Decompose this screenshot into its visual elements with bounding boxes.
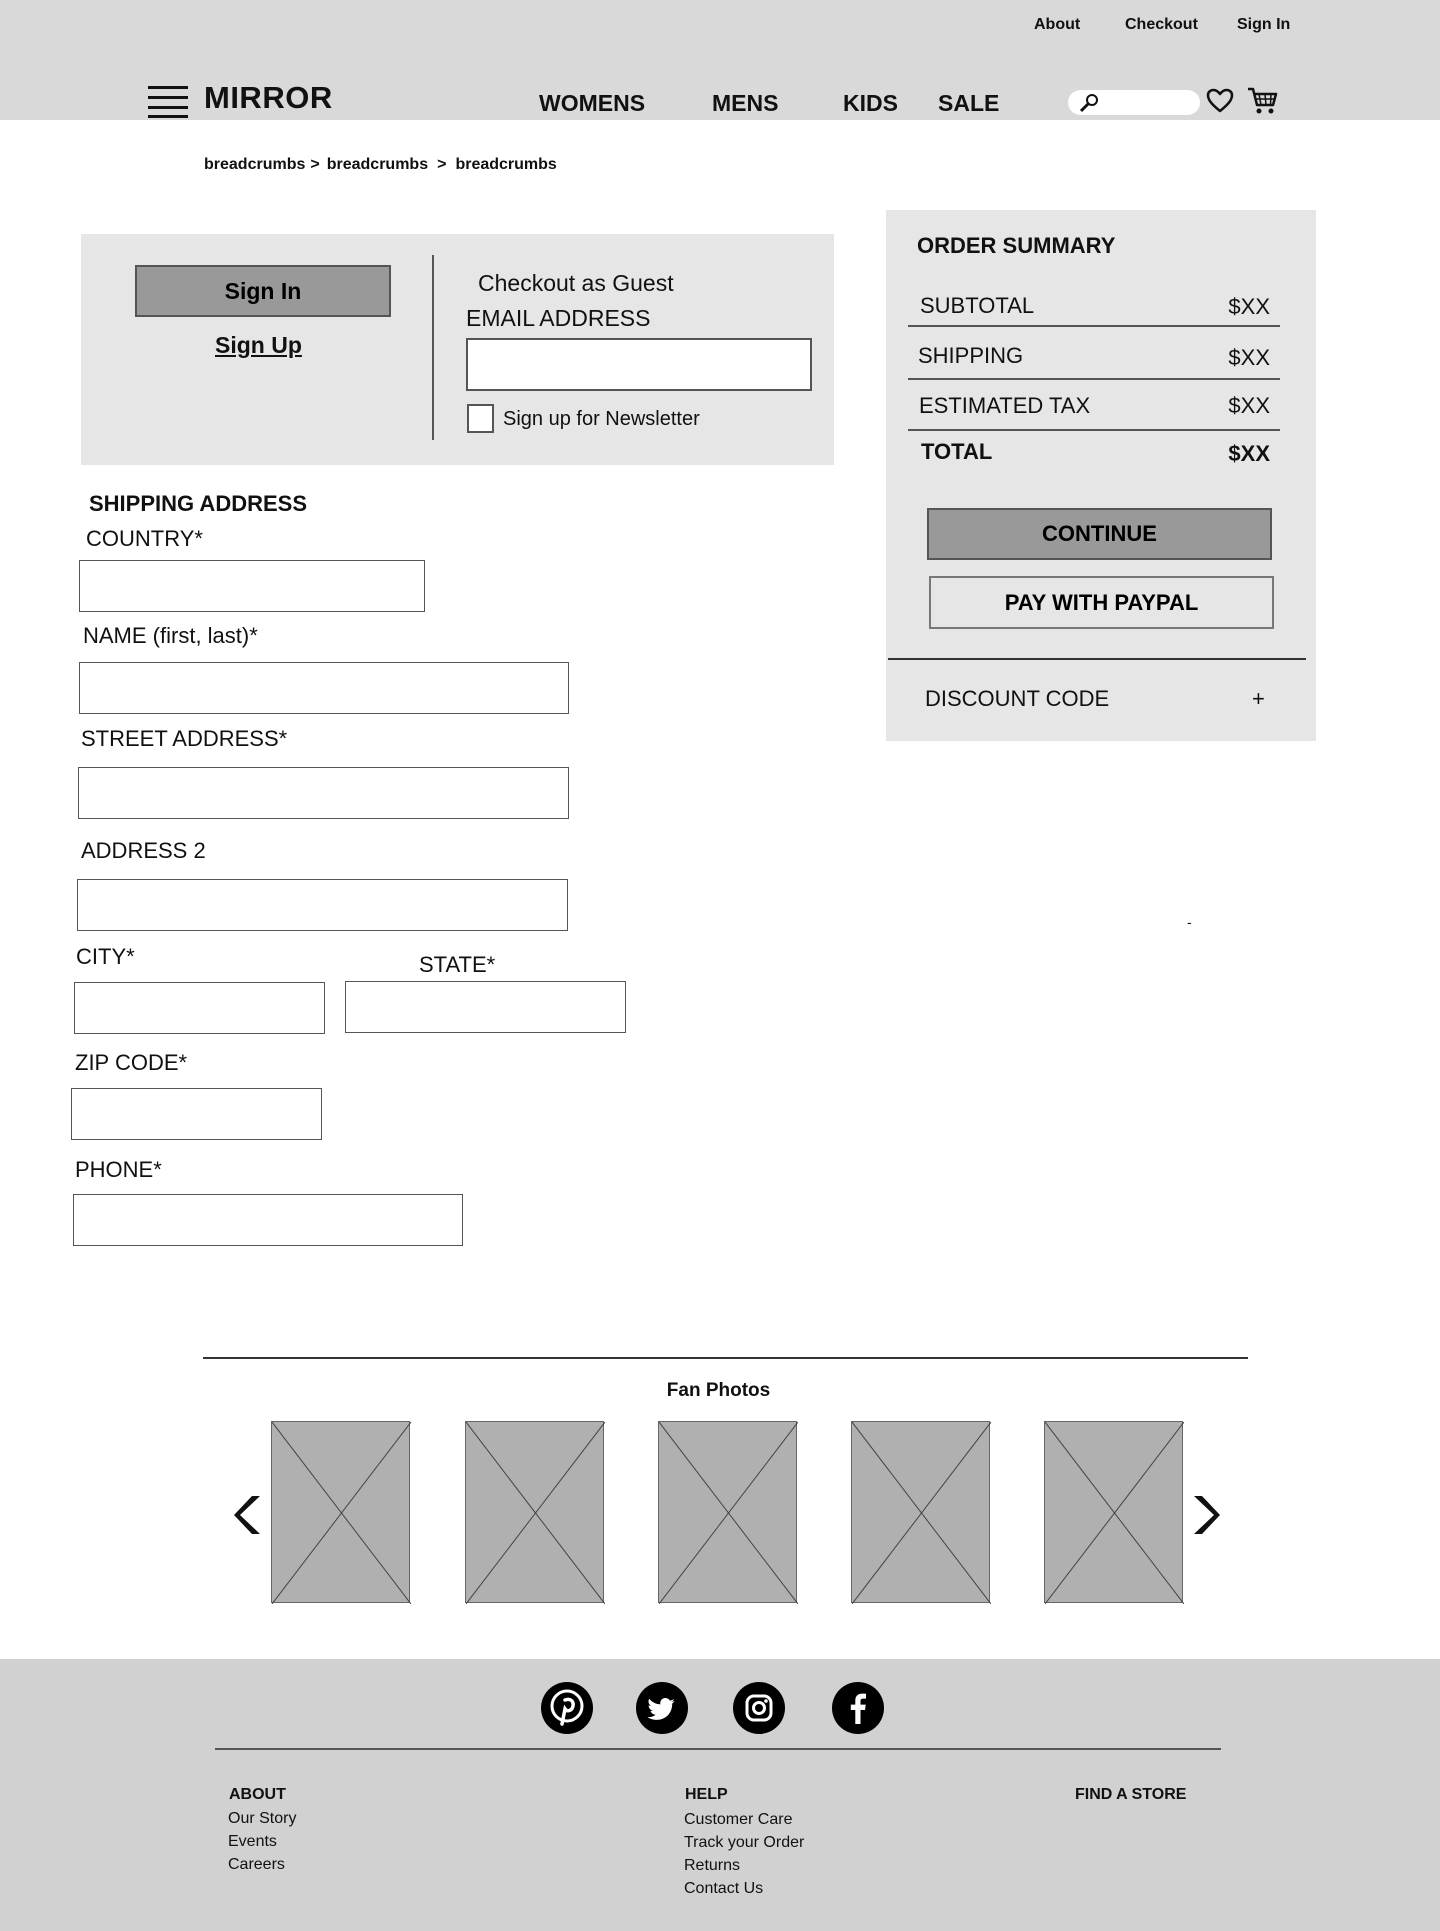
fan-photo-placeholder[interactable]: [851, 1421, 990, 1603]
breadcrumb-separator: >: [437, 156, 447, 173]
street-address-label: STREET ADDRESS*: [81, 726, 288, 751]
total-label: TOTAL: [921, 439, 993, 464]
top-link-about[interactable]: About: [1034, 16, 1081, 33]
fan-photo-placeholder[interactable]: [1044, 1421, 1183, 1603]
phone-label: PHONE*: [75, 1157, 162, 1182]
stray-mark: -: [1187, 914, 1192, 930]
footer-link-track-order[interactable]: Track your Order: [684, 1834, 805, 1851]
image-placeholder-icon: [659, 1422, 798, 1604]
newsletter-checkbox[interactable]: [467, 404, 494, 433]
breadcrumb-item[interactable]: breadcrumbs: [204, 156, 306, 173]
site-logo[interactable]: MIRROR: [204, 80, 333, 115]
name-field[interactable]: [79, 662, 569, 714]
email-field[interactable]: [466, 338, 812, 391]
hamburger-menu-icon[interactable]: [148, 86, 188, 118]
summary-divider: [908, 378, 1280, 380]
twitter-icon[interactable]: [636, 1682, 688, 1734]
city-label: CITY*: [76, 944, 135, 969]
footer-divider: [215, 1748, 1221, 1750]
shipping-cost-label: SHIPPING: [918, 343, 1024, 368]
instagram-icon[interactable]: [733, 1682, 785, 1734]
total-value: $XX: [1228, 441, 1270, 466]
estimated-tax-label: ESTIMATED TAX: [919, 393, 1091, 418]
shipping-address-title: SHIPPING ADDRESS: [89, 491, 308, 516]
image-placeholder-icon: [1045, 1422, 1184, 1604]
fan-photos-title-text: Fan Photos: [666, 1380, 771, 1401]
sign-up-link[interactable]: Sign Up: [215, 332, 302, 358]
cart-icon[interactable]: [1246, 86, 1278, 116]
zip-code-label: ZIP CODE*: [75, 1050, 188, 1075]
facebook-icon[interactable]: [832, 1682, 884, 1734]
discount-code-toggle[interactable]: DISCOUNT CODE: [925, 686, 1110, 711]
estimated-tax-value: $XX: [1228, 393, 1270, 418]
pinterest-icon[interactable]: [541, 1682, 593, 1734]
footer-link-returns[interactable]: Returns: [684, 1857, 741, 1874]
breadcrumb: [204, 156, 557, 174]
continue-button[interactable]: CONTINUE: [927, 508, 1272, 560]
search-icon: [1078, 93, 1100, 113]
footer-link-our-story[interactable]: Our Story: [228, 1810, 297, 1827]
search-input[interactable]: [1068, 90, 1200, 115]
footer-link-contact-us[interactable]: Contact Us: [684, 1880, 764, 1897]
nav-mens[interactable]: MENS: [712, 90, 779, 116]
subtotal-label: SUBTOTAL: [920, 293, 1035, 318]
footer-link-events[interactable]: Events: [228, 1833, 277, 1850]
chevron-left-icon[interactable]: [232, 1492, 264, 1538]
image-placeholder-icon: [466, 1422, 605, 1604]
plus-icon[interactable]: +: [1252, 686, 1265, 711]
top-link-checkout[interactable]: Checkout: [1125, 16, 1198, 33]
footer-help-title: HELP: [685, 1786, 728, 1803]
street-address-field[interactable]: [78, 767, 569, 819]
order-summary-panel: [886, 210, 1316, 741]
discount-divider: [888, 658, 1306, 660]
summary-divider: [908, 429, 1280, 431]
order-summary-title: ORDER SUMMARY: [917, 233, 1116, 258]
fan-photos-divider: [203, 1357, 1248, 1359]
subtotal-value: $XX: [1228, 294, 1270, 319]
country-field[interactable]: [79, 560, 425, 612]
zip-code-field[interactable]: [71, 1088, 322, 1140]
nav-womens[interactable]: WOMENS: [539, 90, 646, 116]
top-link-sign-in[interactable]: Sign In: [1237, 16, 1291, 33]
newsletter-label: Sign up for Newsletter: [503, 408, 700, 430]
image-placeholder-icon: [852, 1422, 991, 1604]
guest-checkout-title: Checkout as Guest: [478, 270, 674, 296]
footer-about-title: ABOUT: [229, 1786, 286, 1803]
fan-photo-placeholder[interactable]: [658, 1421, 797, 1603]
fan-photos-title: [0, 1380, 1440, 1402]
address-2-label: ADDRESS 2: [81, 838, 206, 863]
summary-divider: [908, 325, 1280, 327]
phone-field[interactable]: [73, 1194, 463, 1246]
image-placeholder-icon: [272, 1422, 411, 1604]
nav-kids[interactable]: KIDS: [843, 90, 898, 116]
breadcrumb-separator: >: [310, 156, 320, 173]
fan-photo-placeholder[interactable]: [271, 1421, 410, 1603]
address-2-field[interactable]: [77, 879, 568, 931]
footer-link-careers[interactable]: Careers: [228, 1856, 285, 1873]
breadcrumb-item[interactable]: breadcrumbs: [326, 156, 429, 173]
footer-find-a-store-link[interactable]: FIND A STORE: [1075, 1786, 1187, 1803]
city-field[interactable]: [74, 982, 325, 1034]
sign-in-button[interactable]: Sign In: [135, 265, 391, 317]
pay-with-paypal-button[interactable]: PAY WITH PAYPAL: [929, 576, 1274, 629]
breadcrumb-item[interactable]: breadcrumbs: [455, 156, 557, 173]
shipping-cost-value: $XX: [1228, 345, 1270, 370]
chevron-right-icon[interactable]: [1190, 1492, 1222, 1538]
nav-sale[interactable]: SALE: [938, 90, 1000, 116]
panel-divider: [432, 255, 434, 440]
footer-link-customer-care[interactable]: Customer Care: [684, 1811, 793, 1828]
heart-icon[interactable]: [1206, 88, 1234, 114]
country-label: COUNTRY*: [86, 526, 203, 551]
email-label: EMAIL ADDRESS: [466, 305, 651, 331]
state-field[interactable]: [345, 981, 626, 1033]
fan-photo-placeholder[interactable]: [465, 1421, 604, 1603]
state-label: STATE*: [419, 952, 496, 977]
name-label: NAME (first, last)*: [83, 623, 258, 648]
